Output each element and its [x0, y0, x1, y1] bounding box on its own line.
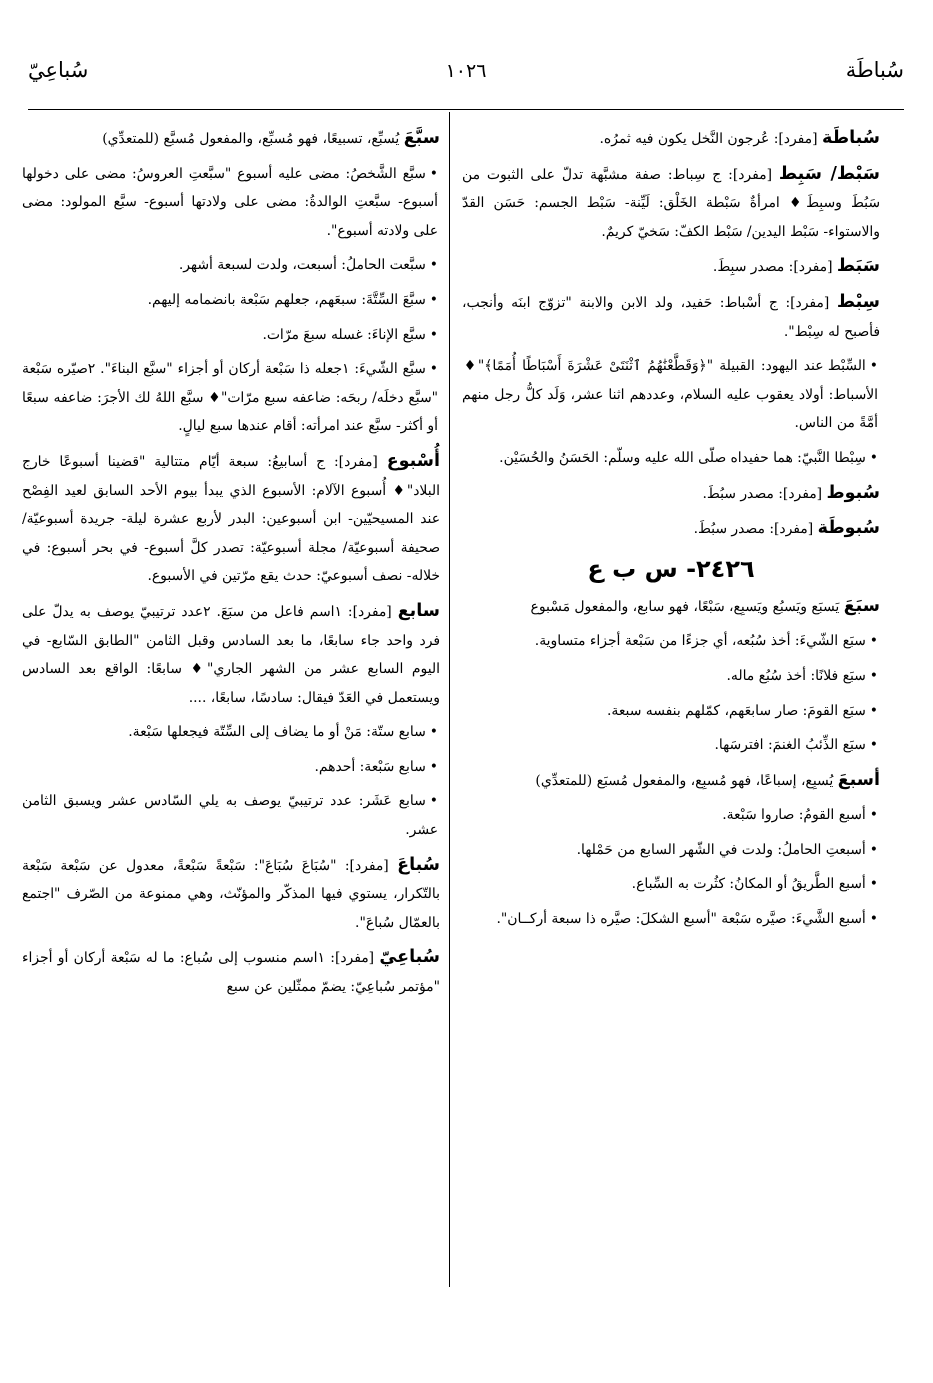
dictionary-entry [22, 447, 440, 591]
sub-entry [462, 801, 880, 830]
page-number: ١٠٢٦ [445, 60, 487, 82]
bullet-icon: • [869, 358, 878, 375]
dictionary-entry [462, 766, 880, 796]
sub-entry [22, 355, 440, 441]
left-column [22, 124, 440, 1008]
entry-text: يُسبِّع، تسبيعًا، فهو مُسبِّع، والمفعول مُسبَّع (للمتعدِّي) [102, 131, 404, 147]
entry-text: سبَّع الإناءَ: غسله سبعَ مرّات. [262, 326, 426, 343]
entry-headword: سُباعَ [397, 854, 440, 875]
entry-text: سابع عَشَر: عدد ترتيبيّ يوصف به يلي السّادس عشر ويسبق الثامن عشر. [22, 793, 438, 839]
dictionary-entry [462, 514, 880, 544]
entry-headword: سُبوط [826, 482, 880, 503]
bullet-icon: • [869, 667, 878, 684]
dictionary-entry [462, 252, 880, 282]
entry-text: سبَع القومَ: صار سابعَهم، كمّلهم بنفسه سبعة. [606, 702, 866, 719]
sub-entry [462, 836, 880, 865]
sub-entry [462, 905, 880, 934]
bullet-icon: • [429, 724, 438, 741]
entry-headword: سبَعَ [843, 595, 880, 616]
sub-entry [462, 731, 880, 760]
bullet-icon: • [429, 758, 438, 775]
entry-text: [مفرد]: ج أسْباط: حَفيد، ولد الابن والابنة "تزوّج ابنَه وأنجب، فأصبح له سِبْط". [462, 294, 880, 340]
entry-headword: سَبَط [836, 256, 880, 277]
entry-headword: سابع [397, 600, 440, 621]
sub-entry [462, 352, 880, 438]
entry-headword: سَبْط/ سَبِط [778, 163, 881, 184]
entry-text: سبَع الشّيءَ: أخذ سُبُعه، أي جزءًا من سَبْعة أجزاء متساوية. [534, 633, 866, 650]
entry-text: سبَّع الشَّخصُ: مضى عليه أسبوع "سبَّعتِ العروسُ: مضى على دخولها أسبوع- سبَّعتِ الوالدةُ: مضى على ولادتها أسبوع- سبَّع المولود: مضى على ولادته أسبوع". [22, 165, 438, 239]
entry-text: سبَع فلانًا: أخذ سُبُع ماله. [726, 667, 866, 684]
entry-text: [مفرد]: مصدر سبِطَ. [712, 259, 837, 276]
dictionary-entry [22, 124, 440, 154]
sub-entry [22, 251, 440, 280]
dictionary-entry [462, 160, 880, 247]
sub-entry [22, 286, 440, 315]
dictionary-entry [22, 597, 440, 712]
bullet-icon: • [869, 911, 878, 928]
entry-text: سبَّعَ السِّتَّةَ: سبعَهم، جعلهم سَبْعة بانضمامه إليهم. [147, 291, 426, 308]
header-headword-last: سُباعِيّ [28, 58, 89, 82]
entry-text: [مفرد]: عُرجون النَّخل يكون فيه ثمرُه. [599, 131, 822, 147]
bullet-icon: • [429, 257, 438, 274]
entry-text: [مفرد]: ج أسابيعُ: سبعة أيّام متتالية "قضينا أسبوعًا خارج البلاد"♦ أُسبوع الآلام: الأسبوع الذي يبدأ بيوم الأحد السابق لعيد الفِصْح عند المسيحيّين- ابن أسبوعين: البدر لأربع عشرة ليلة- جريدة أسبوعيّة/ صحيفة أسبوعيّة/ مجلة أسبوعيّة: تصدر كلَّ أسبوع- في بحر أسبوع: في خلاله- نصف أسبوعيّ: حدث يقع مرّتين في الأسبوع. [22, 453, 440, 585]
bullet-icon: • [429, 361, 438, 378]
right-column [462, 124, 880, 940]
sub-entry [462, 444, 880, 473]
entry-text: سابع ستّة: مَنْ أو ما يضاف إلى السِّتّة فيجعلها سَبْعة. [128, 724, 426, 741]
dictionary-entry [462, 592, 880, 622]
dictionary-entry [462, 124, 880, 154]
header-headword-first: سُباطَة [845, 58, 904, 82]
entry-headword: سُباطَة [821, 128, 880, 148]
dictionary-entry [22, 851, 440, 938]
entry-text: سبَع الذِّئبُ الغنمَ: افترسَها. [714, 737, 866, 754]
entry-text: يَسبَع ويَسبُع ويَسبِع، سَبْعًا، فهو سابع، والمفعول مَسْبوع [530, 598, 844, 615]
entry-text: سابع سَبْعة: أحدهم. [314, 758, 426, 775]
entry-text: [مفرد]: مصدر سبُطَ. [693, 521, 818, 538]
sub-entry [22, 321, 440, 350]
column-divider [449, 112, 450, 1287]
entry-text: [مفرد]: "سُبَاعَ سُبَاعَ": سَبْعةً سَبْعةً، معدول عن سَبْعة سَبْعة بالتّكرار، يستوي فيها المذكّر والمؤنّث، وهي ممنوعة من الصّرف "اجتمع بالعمّال سُباعَ". [22, 857, 440, 931]
dictionary-entry [462, 288, 880, 346]
entry-text: سِبْطا النَّبيّ: هما حفيداه صلّى الله عليه وسلّم: الحَسَنُ والحُسَيْن. [499, 449, 866, 466]
sub-entry [22, 753, 440, 782]
sub-entry [462, 697, 880, 726]
entry-text: أسبع الطَّريقُ أو المكانُ: كثُرت به السِّباع. [631, 876, 866, 893]
entry-text: سبَّع الشّيءَ: ١جعله ذا سَبْعة أركان أو أجزاء "سبَّع البناءَ". ٢صيّره سَبْعة "سبَّع دخلَه/ ربحَه: ضاعفه سبع مرّات"♦ سبَّع اللهُ لك الأجرَ: ضاعفه سبعًا أو أكثر- سبَّع عند امرأته: أقام عندها سبع ليالٍ. [22, 361, 438, 435]
entry-text: [مفرد]: مصدر سبُطَ. [702, 485, 827, 502]
entry-headword: سبَّعَ [403, 128, 440, 148]
bullet-icon: • [869, 737, 878, 754]
sub-entry [462, 870, 880, 899]
sub-entry [462, 627, 880, 656]
header-rule [28, 109, 904, 110]
root-heading: ٢٤٢٦- س ب ع [587, 554, 755, 583]
sub-entry [22, 160, 440, 246]
entry-headword: أُسْبوع [386, 450, 440, 471]
entry-headword: سِبْط [836, 291, 880, 312]
sub-entry [22, 787, 440, 844]
entry-headword: أسبعَ [837, 769, 880, 790]
bullet-icon: • [429, 793, 438, 810]
entry-text: يُسبِع، إسباعًا، فهو مُسبِع، والمفعول مُسبَع (للمتعدِّي) [535, 772, 838, 789]
entry-headword: سُباعِيّ [379, 947, 440, 968]
entry-text: أسبع الشَّيءَ: صيَّره سَبْعة "أسبع الشكلَ: صيَّره ذا سبعة أركــان". [496, 911, 866, 928]
entry-text: سبَّعت الحاملُ: أسبعت، ولدت لسبعة أشهر. [178, 257, 426, 274]
entry-text: [مفرد]: ١اسم منسوب إلى سُباع: ما له سَبْعة أركان أو أجزاء "مؤتمر سُباعِيّ: يضمّ ممثّلين عن سبع [22, 950, 440, 996]
dictionary-entry [22, 943, 440, 1001]
bullet-icon: • [869, 841, 878, 858]
bullet-icon: • [869, 807, 878, 824]
page-header [28, 56, 904, 96]
entry-text: السِّبْط عند اليهود: القبيلة "﴿وَقَطَّعْنَٰهُمُ ٱثْنَتَىْ عَشْرَةَ أَسْبَاطًا أُمَمًا﴾"♦ الأسباط: أولاد يعقوب عليه السلام، وعددهم اثنا عشر، وَلَد كلُّ رجل منهم أمَّةً من الناس. [462, 358, 878, 432]
sub-entry [462, 662, 880, 691]
entry-text: أسبع القومُ: صاروا سَبْعة. [722, 807, 866, 824]
entry-headword: سُبوطَة [817, 518, 880, 539]
bullet-icon: • [869, 449, 878, 466]
bullet-icon: • [429, 291, 438, 308]
bullet-icon: • [869, 876, 878, 893]
entry-text: [مفرد]: ١اسم فاعل من سبَعَ. ٢عدد ترتيبيّ يوصف به يدلّ على فرد واحد جاء سابعًا، ما بعد السادس وقبل الثامن "الطابق السّابع- في اليوم السابع عشر من الشهر الجاري"♦ سابعًا: الواقع بعد السادس ويستعمل في العَدّ فيقال: سادسًا، سابعًا، .... [22, 603, 440, 706]
bullet-icon: • [869, 633, 878, 650]
entry-text: [مفرد]: ج سِباط: صفة مشبَّهة تدلّ على الثبوت من سَبُطَ وسبِطَ♦ امرأةٌ سَبْطة الخَلْق: لَيِّنة- سَبْط الجسم: حَسَن القدّ والاستواء- سَبْط اليدين/ سَبْط الكفّ: سَخيّ كريمٌ. [462, 166, 880, 240]
bullet-icon: • [869, 702, 878, 719]
dictionary-entry [462, 479, 880, 509]
bullet-icon: • [429, 165, 438, 182]
sub-entry [22, 718, 440, 747]
entry-text: أسبعتِ الحاملُ: ولدت في الشّهر السابع من حَمْلها. [576, 841, 866, 858]
bullet-icon: • [429, 326, 438, 343]
